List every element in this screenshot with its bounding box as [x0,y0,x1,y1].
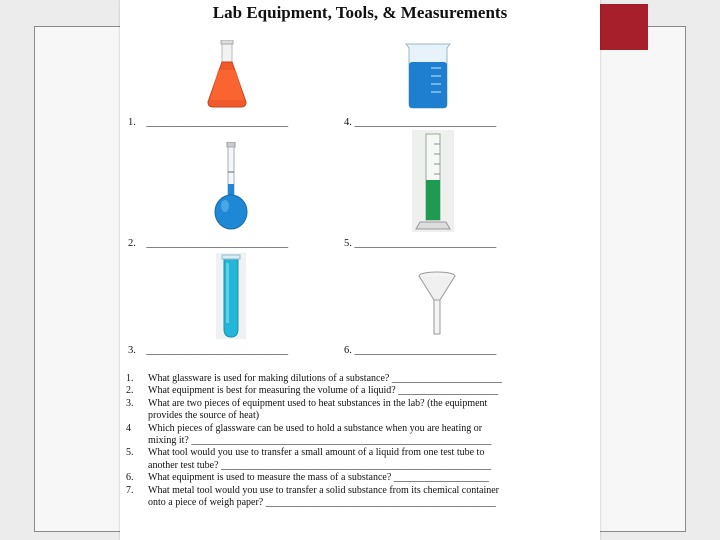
item-3-label: 3. ___________________________ [128,345,289,356]
graduated-cylinder-icon [412,130,454,232]
question-text: mixing it? ____________________________________________________________ [148,435,492,447]
answer-blank-2[interactable]: ___________________________ [146,238,289,249]
item-1-label: 1. ___________________________ [128,117,289,128]
question-text: provides the source of heat) [148,410,260,422]
question-text: What equipment is used to measure the mass of a substance? ___________________ [148,472,489,484]
question-text: Which pieces of glassware can be used to hold a substance when you are heating or [148,422,483,434]
answer-blank-1[interactable]: ___________________________ [146,117,289,128]
volumetric-flask-icon [214,142,248,230]
erlenmeyer-flask-icon [204,40,250,110]
worksheet-title: Lab Equipment, Tools, & Measurements [212,3,508,22]
question-6: 6. What equipment is used to measure the mass of a substance? ___________________ [126,472,588,484]
question-text: onto a piece of weigh paper? ______________________________________________ [148,497,496,509]
question-text: What glassware is used for making dilutions of a substance? ______________________ [148,373,502,384]
question-5: 5. What tool would you use to transfer a small amount of a liquid from one test tube to another test tube? ______________________________________________________ [126,447,492,471]
item-5-label: 5. ___________________________ [344,238,497,249]
answer-blank-3[interactable]: ___________________________ [146,345,289,356]
question-7: 7. What metal tool would you use to transfer a solid substance from its chemical container onto a piece of weigh paper? ______________________________________________ [126,484,500,509]
worksheet-page [120,0,600,540]
question-list [126,373,588,509]
question-1: 1. What glassware is used for making dilutions of a substance? ______________________ [126,373,588,385]
answer-blank-5[interactable]: ___________________________ [354,238,497,249]
item-2-label: 2. ___________________________ [128,238,289,249]
beaker-icon [403,40,453,110]
question-text: What tool would you use to transfer a small amount of a liquid from one test tube to [148,447,485,459]
question-text: What equipment is best for measuring the volume of a liquid? ____________________ [148,385,499,397]
answer-blank-4[interactable]: ___________________________ [354,117,497,128]
question-text: What are two pieces of equipment used to heat substances in the lab? (the equipment [148,397,488,409]
question-4: 4 Which pieces of glassware can be used to hold a substance when you are heating or mixing it? ____________________________________________________________ [126,422,492,447]
item-4-label: 4. ___________________________ [344,117,497,128]
question-2: 2. What equipment is best for measuring the volume of a liquid? ____________________ [126,385,588,397]
item-6-label: 6. ___________________________ [344,345,497,356]
funnel-icon [417,270,457,336]
question-text: What metal tool would you use to transfer a solid substance from its chemical container [148,484,500,496]
question-3: 3. What are two pieces of equipment used to heat substances in the lab? (the equipment provides the source of heat) [126,397,488,422]
answer-blank-6[interactable]: ___________________________ [354,345,497,356]
test-tube-icon [216,253,246,339]
question-text: another test tube? ______________________________________________________ [148,459,492,471]
